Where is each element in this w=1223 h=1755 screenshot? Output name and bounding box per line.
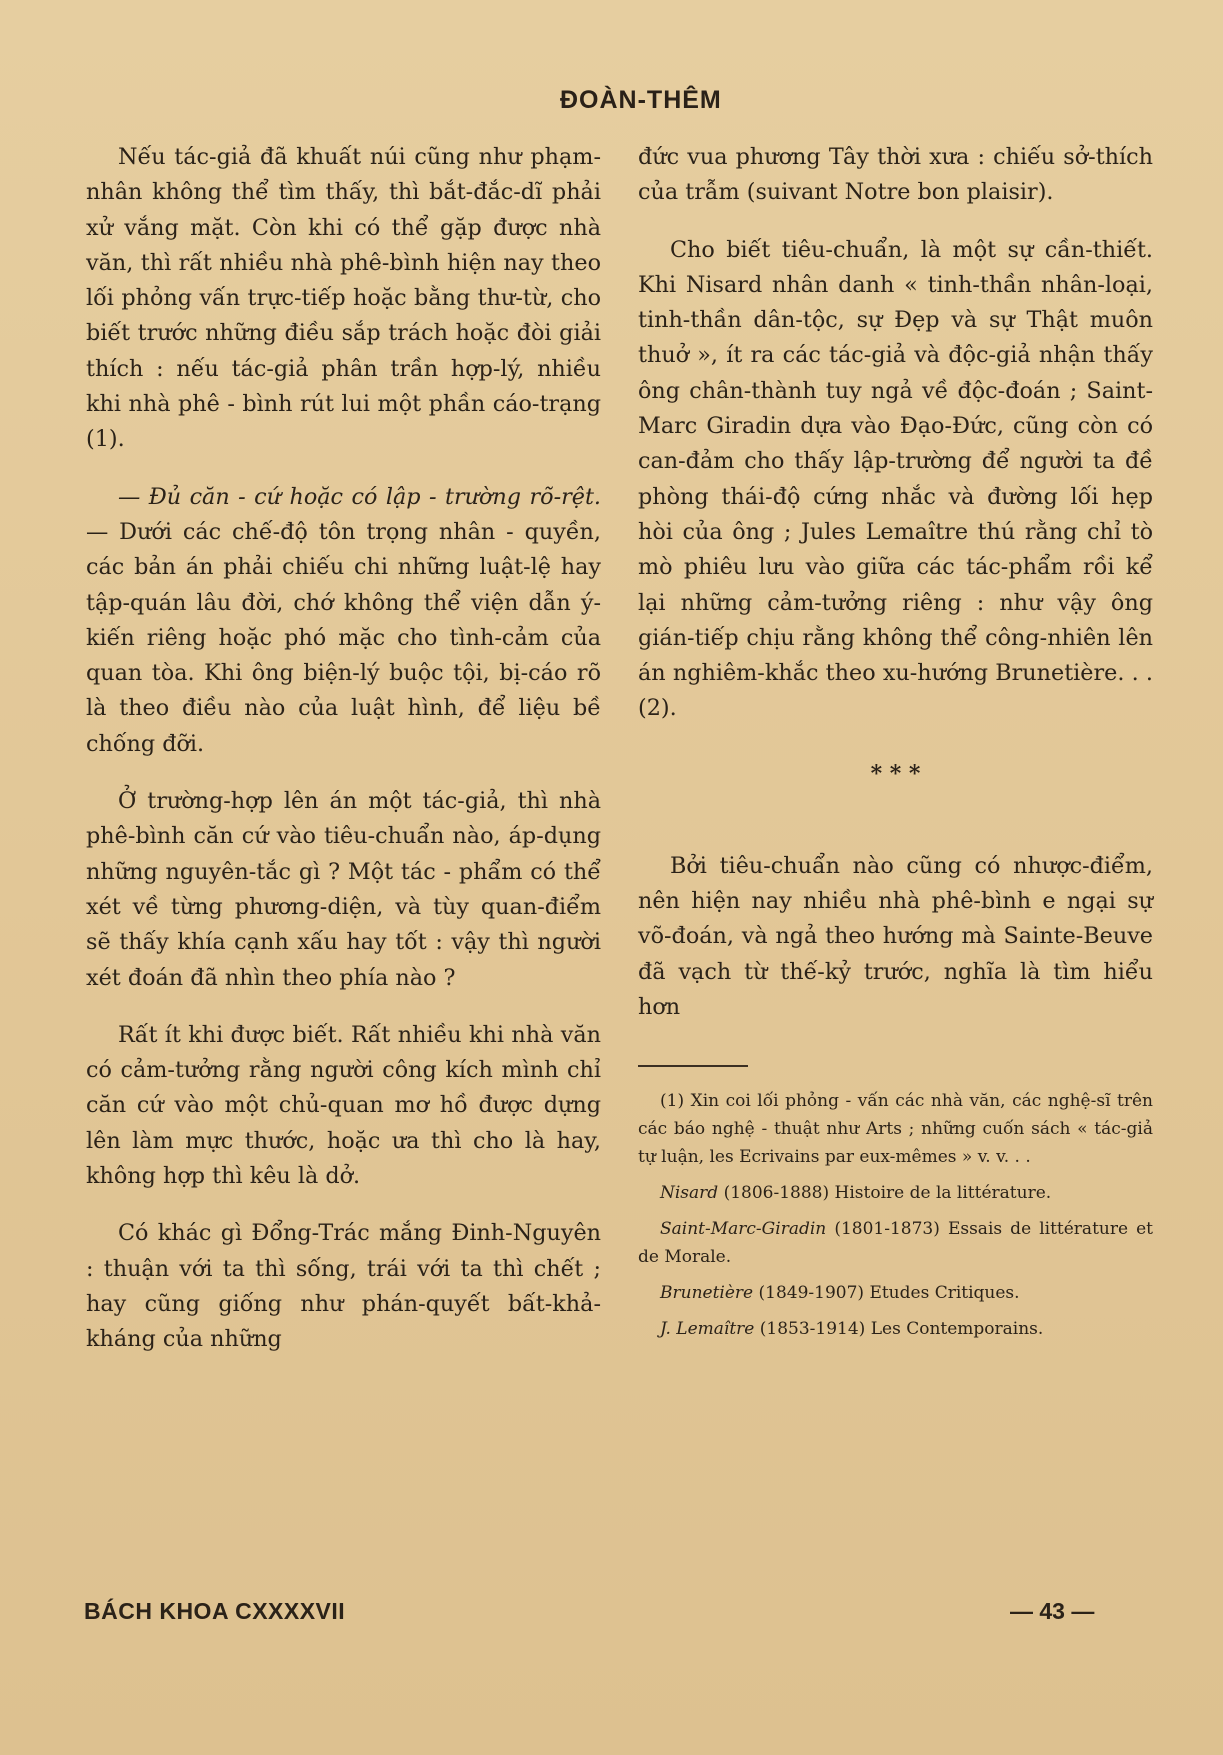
footer-journal-title: BÁCH KHOA CXXXXVII — [84, 1598, 346, 1624]
footnote — [638, 1179, 1153, 1207]
running-header-author: ĐOÀN-THÊM — [560, 86, 722, 114]
footnote-text: (1853-1914) Les Contemporains. — [759, 1319, 1044, 1340]
footnote-author: Brunetière — [660, 1283, 754, 1304]
left-column — [86, 140, 601, 1358]
footnote: (1) Xin coi lối phỏng - vấn các nhà văn, các nghệ-sĩ trên các báo nghệ - thuật như Arts ; những cuốn sách « tác-giả tự luận, les Ecrivains par eux-mêmes » v. v. . . — [638, 1091, 1153, 1168]
paragraph: Rất ít khi được biết. Rất nhiều khi nhà văn có cảm-tưởng rằng người công kích mình chỉ căn cứ vào một chủ-quan mơ hồ được dựng lên làm mực thước, hoặc ưa thì cho là hay, không hợp thì kêu là dở. — [86, 1021, 601, 1190]
paragraph-text: — Dưới các chế-độ tôn trọng nhân - quyền, các bản án phải chiếu chi những luật-lệ hay tập-quán lâu đời, chớ không thể viện dẫn ý-kiến riêng hoặc phó mặc cho tình-cảm của quan tòa. Khi ông biện-lý buộc tội, bị-cáo rõ là theo điều nào của luật hình, để liệu bề chống đỡi. — [86, 518, 601, 757]
paragraph: Có khác gì Đổng-Trác mắng Đinh-Nguyên : thuận với ta thì sống, trái với ta thì chết ; hay cũng giống như phán-quyết bất-khả-kháng của những — [86, 1220, 601, 1353]
footer-page-number: — 43 — — [1010, 1598, 1095, 1624]
paragraph: Bởi tiêu-chuẩn nào cũng có nhược-điểm, nên hiện nay nhiều nhà phê-bình e ngại sự võ-đoán, và ngả theo hướng mà Sainte-Beuve đã vạch từ thế-kỷ trước, nghĩa là tìm hiểu hơn — [638, 852, 1153, 1020]
footnote-author: Saint-Marc-Giradin — [660, 1219, 827, 1240]
section-separator: * * * — [870, 760, 921, 787]
footnote — [638, 1279, 1153, 1307]
paragraph — [86, 480, 601, 762]
right-column — [638, 140, 1153, 1343]
paragraph-continued: đức vua phương Tây thời xưa : chiếu sở-thích của trẫm (suivant Notre bon plaisir). — [638, 144, 1153, 206]
paragraph: Nếu tác-giả đã khuất núi cũng như phạm-nhân không thể tìm thấy, thì bắt-đắc-dĩ phải xử vắng mặt. Còn khi có thể gặp được nhà văn, thì rất nhiều nhà phê-bình hiện nay theo lối phỏng vấn trực-tiếp hoặc bằng thư-từ, cho biết trước những điều sắp trách hoặc đòi giải thích : nếu tác-giả phân trần hợp-lý, nhiều khi nhà phê - bình rút lui một phần cáo-trạng (1). — [86, 144, 601, 453]
footnote-divider — [638, 1065, 748, 1067]
footnote — [638, 1315, 1153, 1343]
footnote-text: (1849-1907) Etudes Critiques. — [758, 1283, 1020, 1304]
footnote-text: (1801-1873) Essais de littérature et de Morale. — [638, 1219, 1154, 1268]
footnote — [638, 1215, 1153, 1271]
section-heading: — Đủ căn - cứ hoặc có lập - trường rõ-rệt. — [118, 483, 601, 510]
paragraph: Cho biết tiêu-chuẩn, là một sự cần-thiết. Khi Nisard nhân danh « tinh-thần nhân-loại, tinh-thần dân-tộc, sự Đẹp và sự Thật muôn thuở », ít ra các tác-giả và độc-giả nhận thấy ông chân-thành tuy ngả về độc-đoán ; Saint-Marc Giradin dựa vào Đạo-Đức, cũng còn có can-đảm cho thấy lập-trường để người ta đề phòng thái-độ cứng nhắc và đường lối hẹp hòi của ông ; Jules Lemaître thú rằng chỉ tò mò phiêu lưu vào giữa các tác-phẩm rồi kể lại những cảm-tưởng riêng : như vậy ông gián-tiếp chịu rằng không thể công-nhiên lên án nghiêm-khắc theo xu-hướng Brunetière. . . (2). — [638, 236, 1153, 722]
footnote-author: Nisard — [660, 1183, 719, 1204]
footnotes — [638, 1087, 1153, 1343]
footnote-text: (1806-1888) Histoire de la littérature. — [723, 1183, 1052, 1204]
paragraph: Ở trường-hợp lên án một tác-giả, thì nhà phê-bình căn cứ vào tiêu-chuẩn nào, áp-dụng những nguyên-tắc gì ? Một tác - phẩm có thể xét về từng phương-diện, và tùy quan-điểm sẽ thấy khía cạnh xấu hay tốt : vậy thì người xét đoán đã nhìn theo phía nào ? — [86, 788, 601, 991]
footnote-author: J. Lemaître — [660, 1319, 755, 1340]
